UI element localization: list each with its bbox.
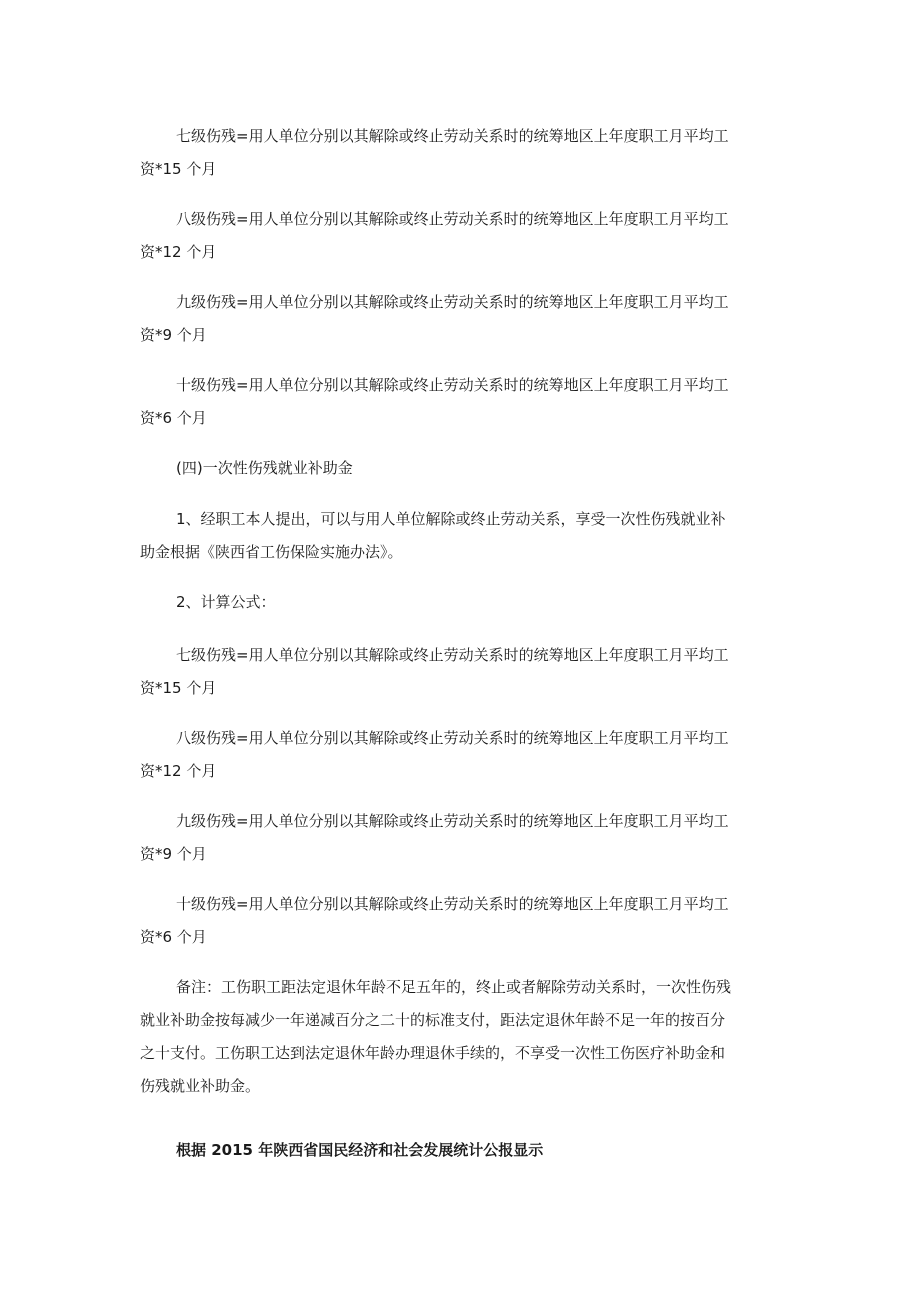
text-line: 2、计算公式： xyxy=(176,593,276,611)
text-line: 九级伤残=用人单位分别以其解除或终止劳动关系时的统筹地区上年度职工月平均工 xyxy=(176,293,729,311)
text-line: 九级伤残=用人单位分别以其解除或终止劳动关系时的统筹地区上年度职工月平均工 xyxy=(176,812,729,830)
text-line: 七级伤残=用人单位分别以其解除或终止劳动关系时的统筹地区上年度职工月平均工 xyxy=(176,127,729,145)
text-line: 资*12 个月 xyxy=(140,243,217,261)
text-line: (四)一次性伤残就业补助金 xyxy=(176,459,353,477)
paragraph-formula-label xyxy=(140,586,780,619)
text-line: 伤残就业补助金。 xyxy=(140,1077,261,1095)
text-line: 八级伤残=用人单位分别以其解除或终止劳动关系时的统筹地区上年度职工月平均工 xyxy=(176,210,729,228)
paragraph-grade-7-subsidy xyxy=(140,639,780,705)
section-heading-employment-subsidy xyxy=(140,452,780,485)
text-line: 七级伤残=用人单位分别以其解除或终止劳动关系时的统筹地区上年度职工月平均工 xyxy=(176,646,729,664)
text-line: 1、经职工本人提出，可以与用人单位解除或终止劳动关系，享受一次性伤残就业补 xyxy=(176,510,726,528)
paragraph-remarks xyxy=(140,971,780,1103)
text-line: 就业补助金按每减少一年递减百分之二十的标准支付，距法定退休年龄不足一年的按百分 xyxy=(140,1011,726,1029)
heading-text: 根据 2015 年陕西省国民经济和社会发展统计公报显示 xyxy=(176,1141,544,1159)
text-line: 之十支付。工伤职工达到法定退休年龄办理退休手续的，不享受一次性工伤医疗补助金和 xyxy=(140,1044,726,1062)
text-line: 资*9 个月 xyxy=(140,326,207,344)
text-line: 资*15 个月 xyxy=(140,160,217,178)
text-line: 十级伤残=用人单位分别以其解除或终止劳动关系时的统筹地区上年度职工月平均工 xyxy=(176,376,729,394)
text-line: 十级伤残=用人单位分别以其解除或终止劳动关系时的统筹地区上年度职工月平均工 xyxy=(176,895,729,913)
text-line: 备注：工伤职工距法定退休年龄不足五年的，终止或者解除劳动关系时，一次性伤残 xyxy=(176,978,732,996)
paragraph-grade-9-subsidy xyxy=(140,805,780,871)
text-line: 助金根据《陕西省工伤保险实施办法》。 xyxy=(140,543,403,561)
text-line: 资*9 个月 xyxy=(140,845,207,863)
paragraph-grade-7-compensation xyxy=(140,120,780,186)
paragraph-grade-10-compensation xyxy=(140,369,780,435)
paragraph-grade-8-compensation xyxy=(140,203,780,269)
statistics-heading xyxy=(140,1134,780,1167)
paragraph-grade-8-subsidy xyxy=(140,722,780,788)
text-line: 资*6 个月 xyxy=(140,928,207,946)
text-line: 资*12 个月 xyxy=(140,762,217,780)
text-line: 八级伤残=用人单位分别以其解除或终止劳动关系时的统筹地区上年度职工月平均工 xyxy=(176,729,729,747)
text-line: 资*6 个月 xyxy=(140,409,207,427)
text-line: 资*15 个月 xyxy=(140,679,217,697)
paragraph-grade-9-compensation xyxy=(140,286,780,352)
paragraph-subsidy-eligibility xyxy=(140,503,780,569)
paragraph-grade-10-subsidy xyxy=(140,888,780,954)
